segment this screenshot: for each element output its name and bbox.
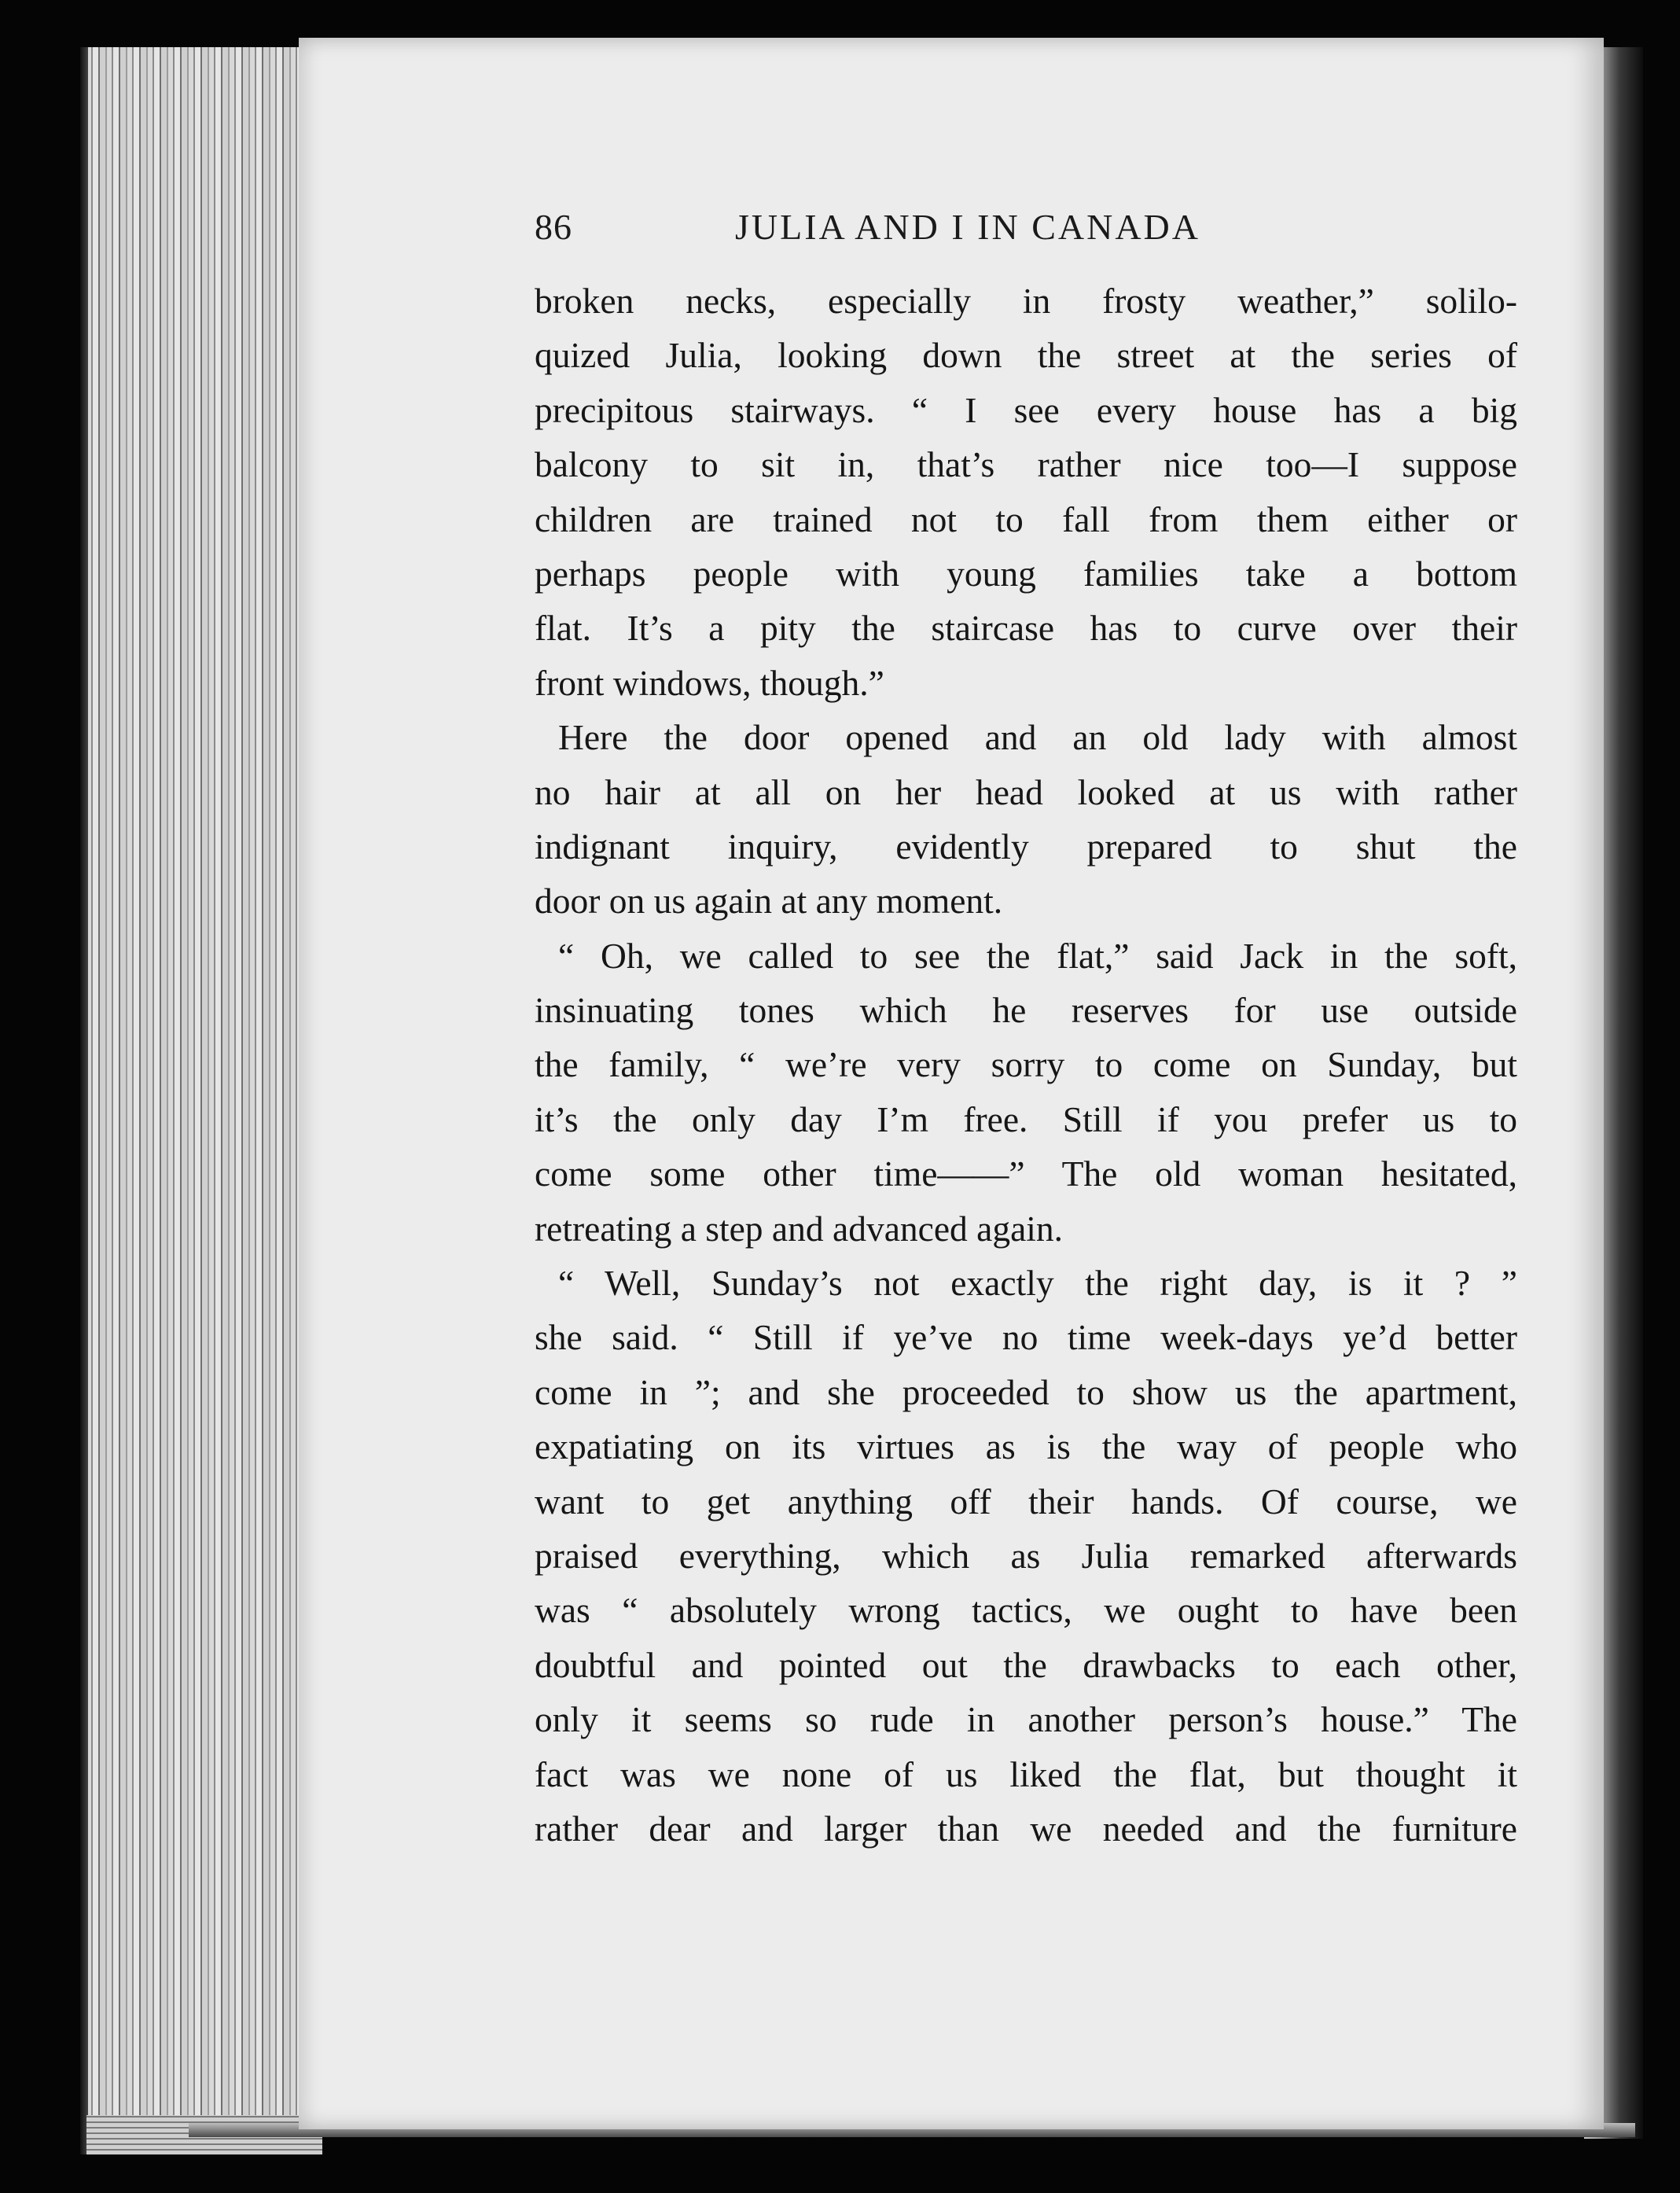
text-line: come in ”; and she proceeded to show us the apartment, (535, 1371, 1517, 1412)
running-header (535, 206, 1321, 253)
text-line: praised everything, which as Julia remarked afterwards (535, 1535, 1517, 1576)
text-line: retreating a step and advanced again. (535, 1208, 1064, 1249)
text-line: only it seems so rude in another person’s house.” The (535, 1699, 1517, 1740)
text-line: Here the door opened and an old lady with almost (558, 717, 1517, 758)
text-line: the family, “ we’re very sorry to come on Sunday, but (535, 1044, 1517, 1085)
text-line: she said. “ Still if ye’ve no time week-days ye’d better (535, 1317, 1517, 1358)
text-line: children are trained not to fall from them either or (535, 499, 1517, 539)
text-line: front windows, though.” (535, 662, 884, 703)
body-text (535, 274, 1517, 1856)
text-line: come some other time——” The old woman hesitated, (535, 1154, 1517, 1194)
text-line: quized Julia, looking down the street at the series of (535, 335, 1517, 376)
text-line: was “ absolutely wrong tactics, we ought to have been (535, 1590, 1517, 1631)
text-line: it’s the only day I’m free. Still if you prefer us to (535, 1098, 1517, 1139)
text-line: “ Oh, we called to see the flat,” said Jack in the soft, (558, 935, 1517, 976)
text-line: insinuating tones which he reserves for use outside (535, 990, 1517, 1031)
text-line: “ Well, Sunday’s not exactly the right day, is it ? ” (558, 1263, 1517, 1304)
page-number: 86 (535, 207, 572, 247)
page-edges-stack (86, 47, 322, 2154)
text-line: indignant inquiry, evidently prepared to shut the (535, 826, 1517, 867)
text-line: fact was we none of us liked the flat, but thought it (535, 1753, 1517, 1794)
text-line: balcony to sit in, that’s rather nice too—I suppose (535, 444, 1517, 485)
running-title: JULIA AND I IN CANADA (735, 207, 1200, 247)
text-line: perhaps people with young families take a bottom (535, 553, 1517, 594)
text-line: doubtful and pointed out the drawbacks to each other, (535, 1644, 1517, 1685)
text-line: expatiating on its virtues as is the way of people who (535, 1426, 1517, 1467)
text-line: broken necks, especially in frosty weather,” solilo- (535, 281, 1517, 321)
text-line: flat. It’s a pity the staircase has to curve over their (535, 608, 1517, 649)
text-line: precipitous stairways. “ I see every house has a big (535, 389, 1517, 430)
text-line: rather dear and larger than we needed and the furniture (535, 1808, 1517, 1849)
text-line: door on us again at any moment. (535, 881, 1003, 922)
text-line: no hair at all on her head looked at us with rather (535, 771, 1517, 812)
text-line: want to get anything off their hands. Of course, we (535, 1481, 1517, 1521)
